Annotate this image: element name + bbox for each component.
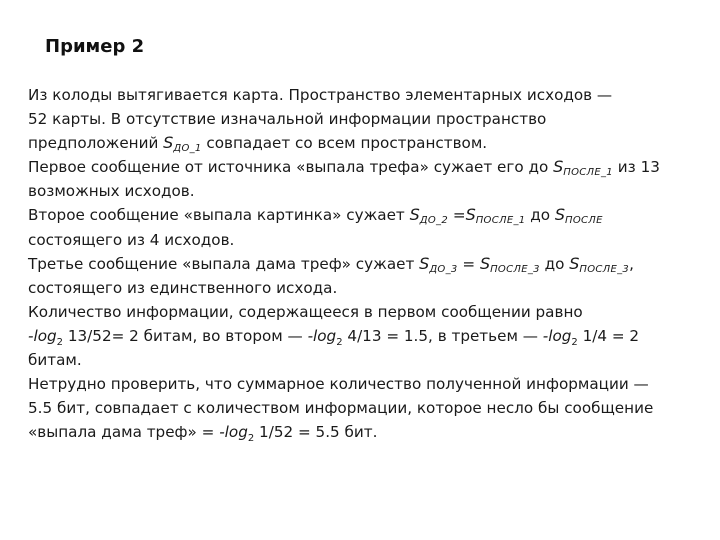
text-line: битам. (28, 351, 82, 370)
set-subscript: ДО_1 (173, 143, 202, 155)
set-symbol: S (553, 157, 564, 177)
text-line: Второе сообщение «выпала картинка» сужает SДО_2 =SПОСЛЕ_1 до SПОСЛЕ (28, 205, 603, 227)
set-subscript: ПОСЛЕ_3 (490, 263, 540, 275)
text-line: возможных исходов. (28, 182, 195, 201)
slide-body (28, 83, 700, 444)
text-line: Первое сообщение от источника «выпала трефа» сужает его до SПОСЛЕ_1 из 13 (28, 157, 660, 179)
text-line: Нетрудно проверить, что суммарное количество полученной информации — (28, 375, 649, 394)
text-line: «выпала дама треф» = $-\log_2$ 1/52 = 5.5 бит. (28, 423, 378, 445)
text-line: Третье сообщение «выпала дама треф» сужает SДО_3 = SПОСЛЕ_3 до SПОСЛЕ_3, (28, 253, 634, 275)
log-symbol: -log (307, 326, 337, 345)
log-symbol: -log (28, 326, 57, 345)
log-base-subscript: 2 (571, 336, 578, 348)
set-symbol: S (465, 205, 476, 225)
text-line: Из колоды вытягивается карта. Пространство элементарных исходов — (28, 86, 613, 104)
set-symbol: S (554, 205, 566, 225)
log-symbol: -log (219, 423, 248, 442)
log-base-subscript: 2 (336, 336, 343, 348)
text-line: состоящего из единственного исхода. (28, 278, 338, 297)
text-line: Количество информации, содержащееся в первом сообщении равно (28, 302, 583, 321)
set-subscript: ДО_3 (429, 263, 458, 275)
set-symbol: S (409, 205, 420, 225)
log-base-subscript: 2 (247, 433, 255, 445)
text-line: состоящего из 4 исходов. (28, 230, 235, 249)
text-line: 52 карты. В отсутствие изначальной информации пространство (28, 110, 547, 129)
set-symbol: S (419, 253, 430, 273)
slide-title: Пример 2 (45, 36, 145, 57)
set-symbol: S (163, 133, 174, 153)
set-symbol: S (569, 253, 580, 273)
set-subscript: ПОСЛЕ_3 (579, 263, 630, 275)
text-line: предположений SДО_1 совпадает со всем пространством. (28, 133, 488, 155)
set-subscript: ДО_2 (419, 215, 449, 227)
log-symbol: -log (542, 326, 572, 345)
set-subscript: ПОСЛЕ_1 (475, 215, 526, 227)
log-base-subscript: 2 (56, 336, 64, 348)
text-line: 5.5 бит, совпадает с количеством информации, которое несло бы сообщение (28, 399, 654, 418)
set-subscript: ПОСЛЕ (565, 215, 603, 227)
set-subscript: ПОСЛЕ_1 (563, 167, 613, 179)
text-line: $-\log_2$ 13/52= 2 битам, во втором — $-\log_2$ 4/13 = 1.5, в третьем — $-\log_2$ 1/4 = 2 (28, 326, 640, 348)
set-symbol: S (479, 253, 491, 273)
